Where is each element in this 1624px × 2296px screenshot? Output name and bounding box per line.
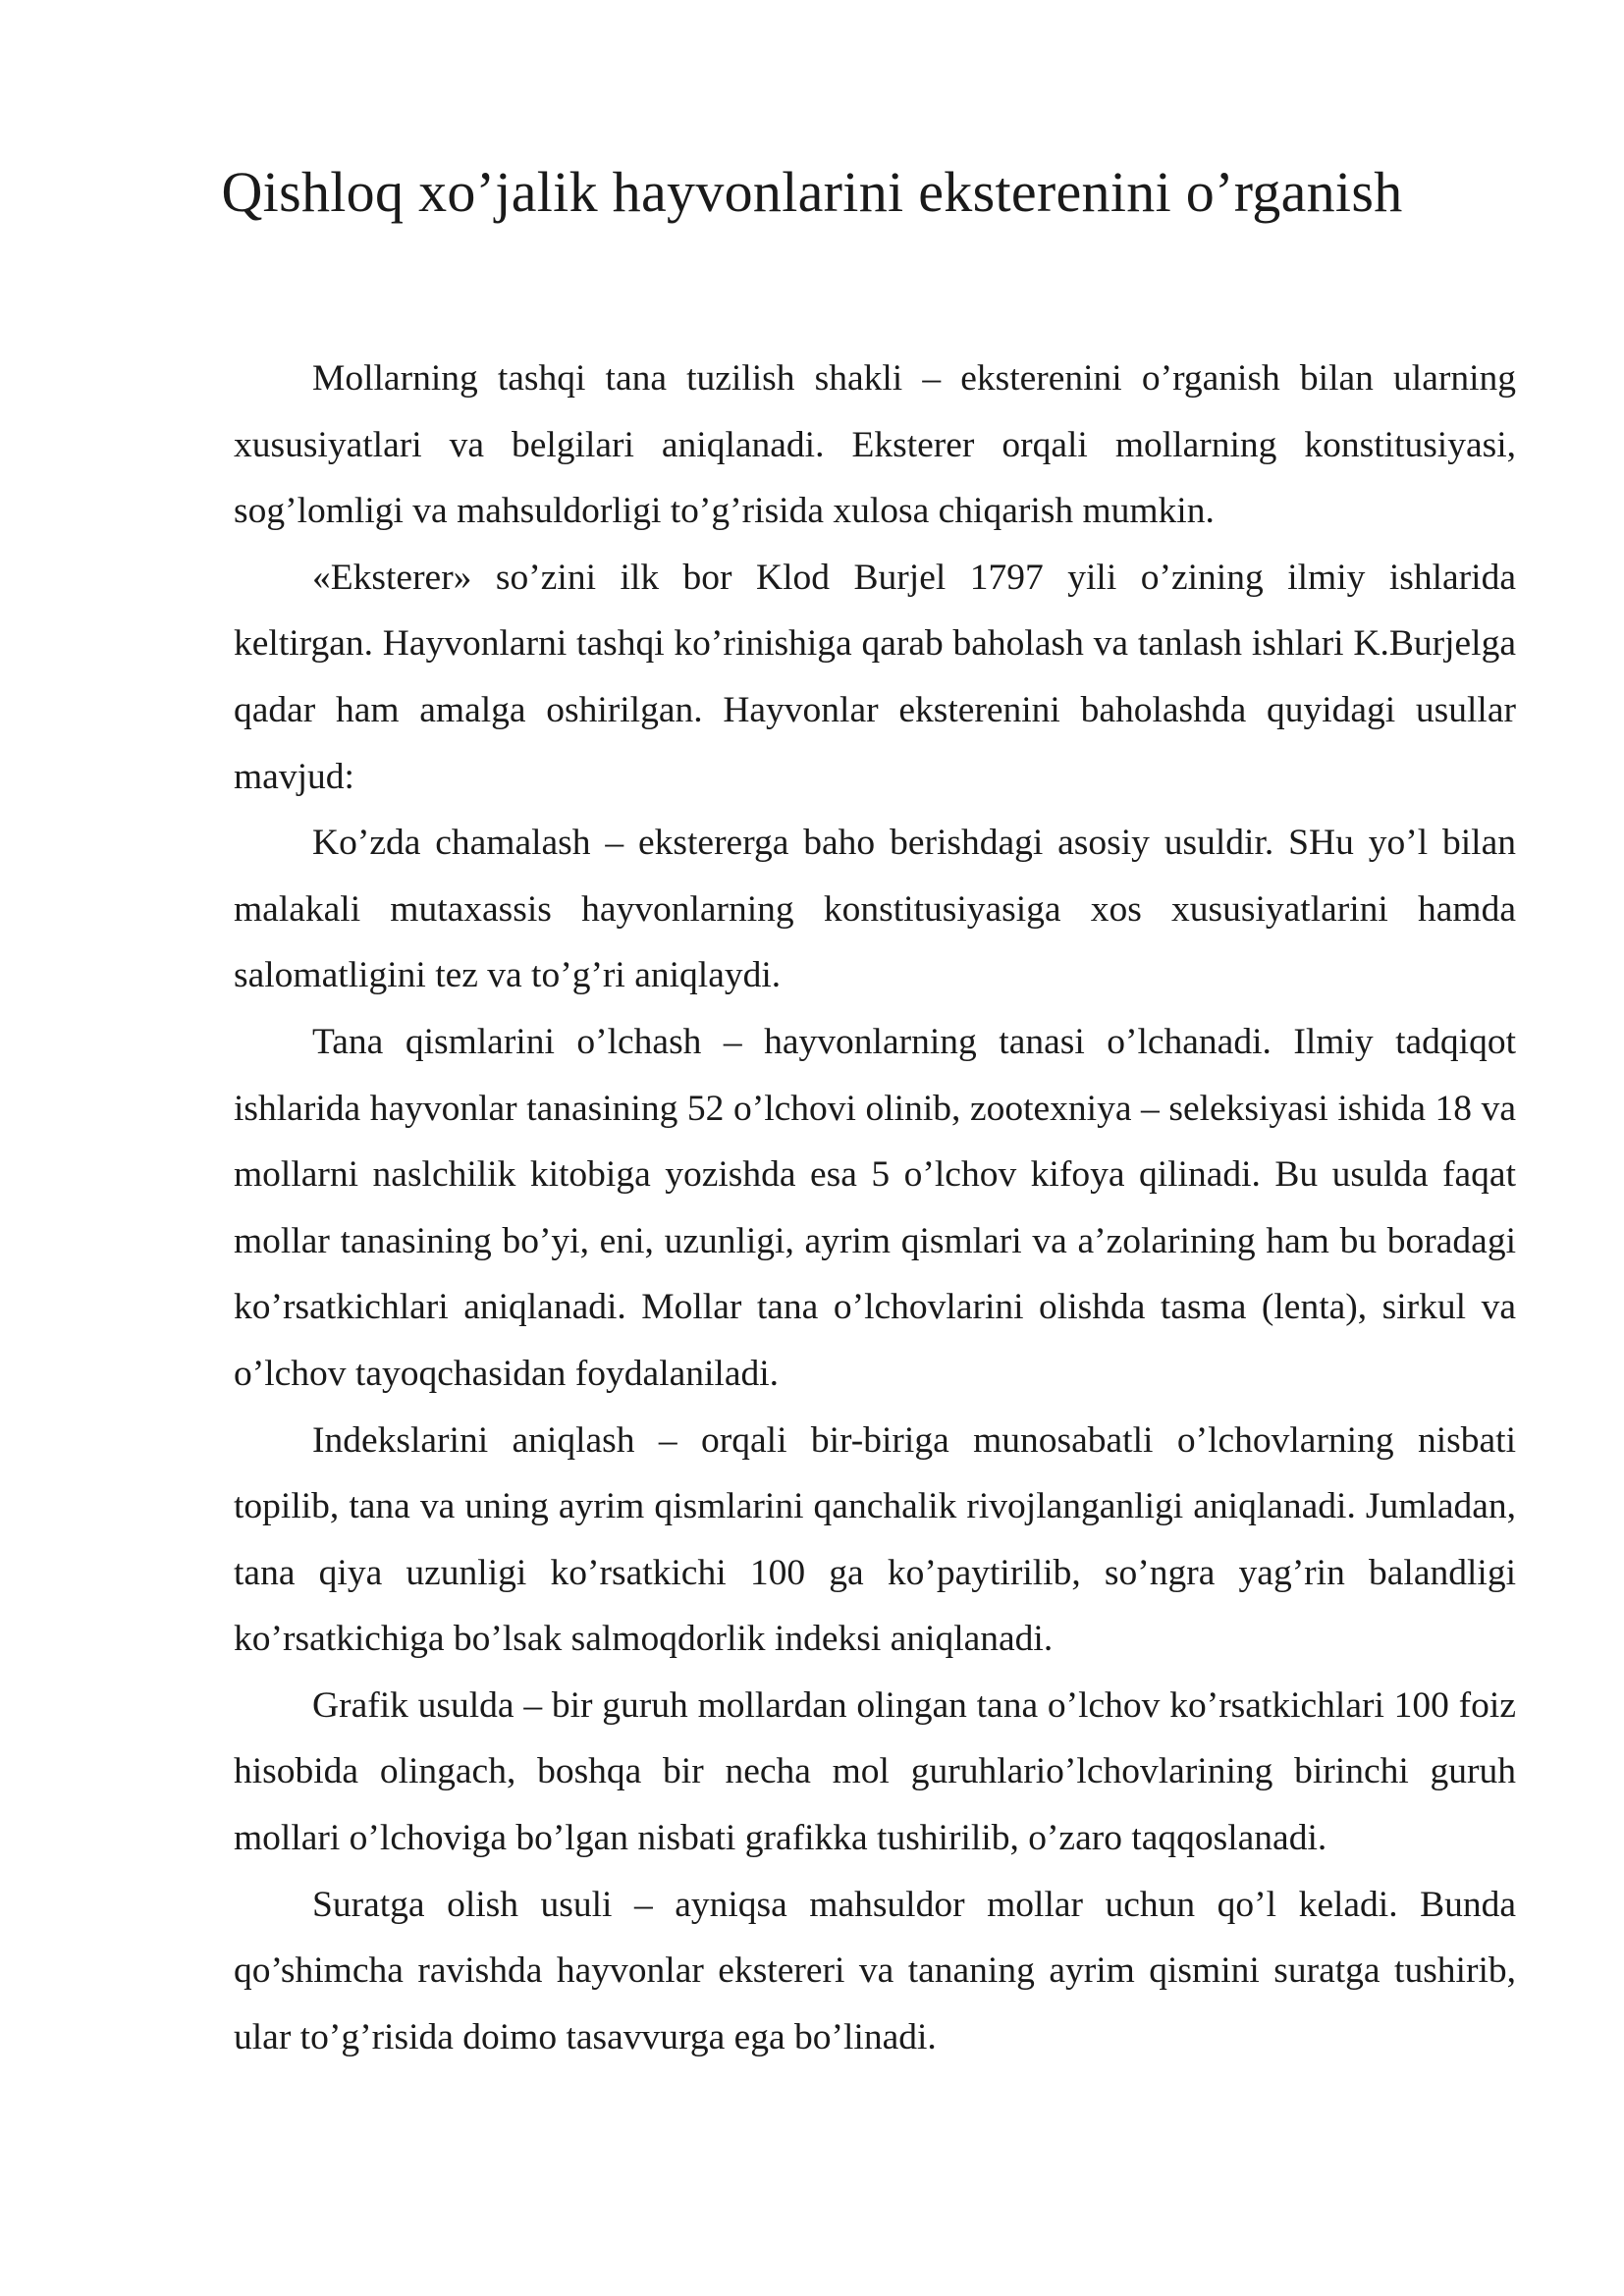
- paragraph-intro: Mollarning tashqi tana tuzilish shakli – eksterenini o’rganish bilan ularning xususiyatlari va belgilari aniqlanadi. Eksterer orqali mollarning konstitusiyasi, sog’lomligi va mahsuldorligi to’g’risida xulosa chiqarish mumkin.: [234, 358, 1516, 532]
- paragraph-history: «Eksterer» so’zini ilk bor Klod Burjel 1797 yili o’zining ilmiy ishlarida keltirgan. Hayvonlarni tashqi ko’rinishiga qarab baholash va tanlash ishlari K.Burjelga qadar ham amalga oshirilgan. Hayvonlar eksterenini baholashda quyidagi usullar mavjud:: [234, 557, 1516, 797]
- paragraph-photography-method: Suratga olish usuli – ayniqsa mahsuldor mollar uchun qo’l keladi. Bunda qo’shimcha ravishda hayvonlar ekstereri va tananing ayrim qismini suratga tushirib, ular to’g’risida doimo tasavvurga ega bo’linadi.: [234, 1884, 1516, 2057]
- paragraph-body-measurement: Tana qismlarini o’lchash – hayvonlarning tanasi o’lchanadi. Ilmiy tadqiqot ishlarida hayvonlar tanasining 52 o’lchovi olinib, zootexniya – seleksiyasi ishida 18 va mollarni naslchilik kitobiga yozishda esa 5 o’lchov kifoya qilinadi. Bu usulda faqat mollar tanasining bo’yi, eni, uzunligi, ayrim qismlari va a’zolarining ham bu boradagi ko’rsatkichlari aniqlanadi. Mollar tana o’lchovlarini olishda tasma (lenta), sirkul va o’lchov tayoqchasidan foydalaniladi.: [234, 1021, 1516, 1394]
- paragraph-visual-estimation: Ko’zda chamalash – ekstererga baho berishdagi asosiy usuldir. SHu yo’l bilan malakali mutaxassis hayvonlarning konstitusiyasiga xos xususiyatlarini hamda salomatligini tez va to’g’ri aniqlaydi.: [234, 823, 1516, 996]
- page-title: Qishloq xo’jalik hayvonlarini eksterenini o’rganish: [221, 160, 1403, 224]
- document-body: [234, 346, 1516, 2070]
- paragraph-indices: Indekslarini aniqlash – orqali bir-biriga munosabatli o’lchovlarning nisbati topilib, tana va uning ayrim qismlarini qanchalik rivojlanganligi aniqlanadi. Jumladan, tana qiya uzunligi ko’rsatkichi 100 ga ko’paytirilib, so’ngra yag’rin balandligi ko’rsatkichiga bo’lsak salmoqdorlik indeksi aniqlanadi.: [234, 1419, 1516, 1660]
- paragraph-graphic-method: Grafik usulda – bir guruh mollardan olingan tana o’lchov ko’rsatkichlari 100 foiz hisobida olingach, boshqa bir necha mol guruhlario’lchovlarining birinchi guruh mollari o’lchoviga bo’lgan nisbati grafikka tushirilib, o’zaro taqqoslanadi.: [234, 1684, 1516, 1859]
